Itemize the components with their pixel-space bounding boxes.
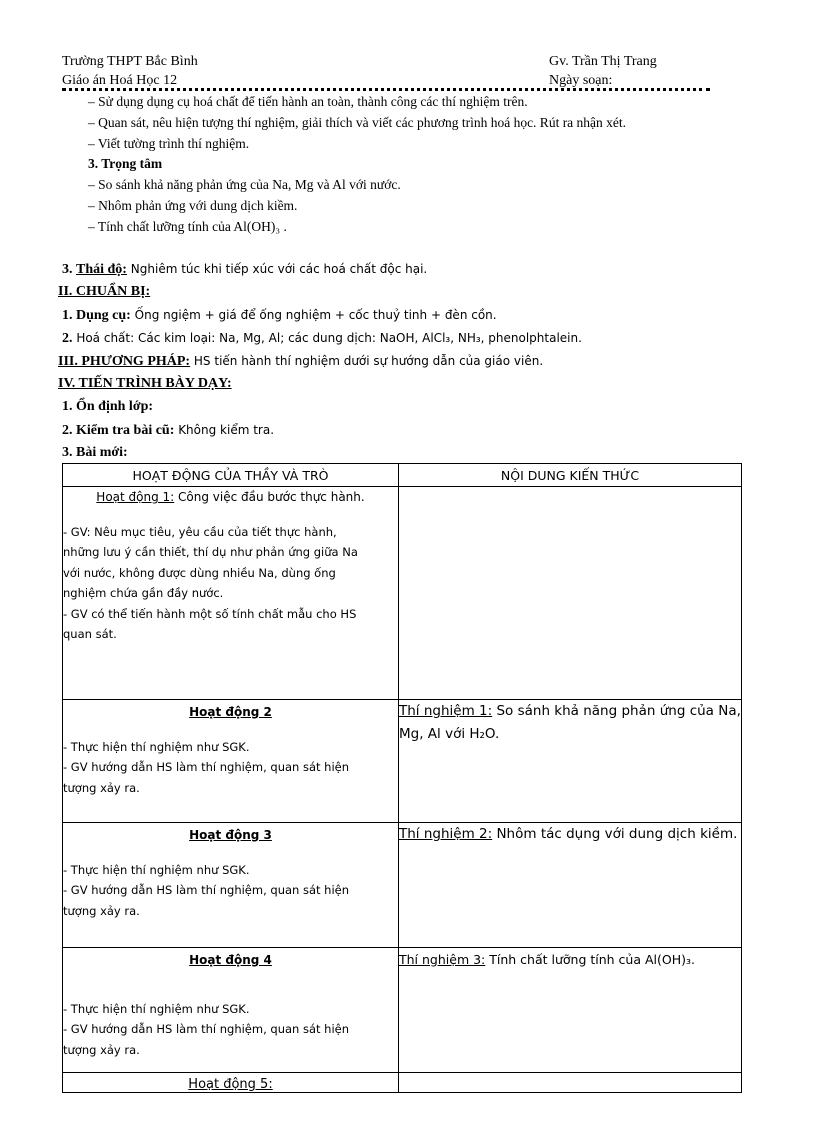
experiment-1-text: So sánh khả năng phản ứng của Na, Mg, Al với H₂O. (399, 703, 741, 742)
attitude-label: Thái độ: (76, 262, 127, 277)
experiment-1-label: Thí nghiệm 1: (399, 703, 493, 719)
process-step2 (62, 423, 274, 439)
content-1-cell (399, 487, 742, 700)
col-header-activities: HOẠT ĐỘNG CỦA THẦY VÀ TRÒ (63, 464, 399, 487)
prep-chem-label: 2. (62, 331, 73, 346)
activity-2-cell (63, 700, 399, 823)
activity-5-cell (63, 1073, 399, 1093)
prep-tools-label: 1. Dụng cụ: (62, 308, 131, 323)
activity-1-cell (63, 487, 399, 700)
focus-item: – Tính chất lưỡng tính của Al(OH)₃ . (88, 219, 287, 234)
process-step1: 1. Ổn định lớp: (62, 399, 154, 414)
activity-3-heading (63, 823, 398, 846)
activity-2-line: tượng xảy ra. (63, 780, 140, 795)
activity-1-line: - GV có thể tiến hành một số tính chất mẫu cho HS (63, 606, 357, 621)
activity-3-cell (63, 823, 399, 948)
experiment-2-cell (399, 823, 742, 948)
focus-title: 3. Trọng tâm (88, 156, 163, 171)
skill-line: – Quan sát, nêu hiện tượng thí nghiệm, giải thích và viết các phương trình hoá học. Rút ra nhận xét. (88, 115, 627, 130)
teacher-name: Gv. Trần Thị Trang (549, 54, 657, 69)
content-5-cell (399, 1073, 742, 1093)
attitude-text: Nghiêm túc khi tiếp xúc với các hoá chất độc hại. (126, 262, 428, 276)
activity-5-title: Hoạt động 5: (188, 1077, 273, 1092)
header-divider (62, 88, 710, 91)
prep-tools-text: Ống ngiệm + giá để ống nghiệm + cốc thuỷ tinh + đèn cồn. (130, 308, 497, 322)
lesson-table (62, 463, 742, 1093)
activity-1-line: - GV: Nêu mục tiêu, yêu cầu của tiết thực hành, (63, 524, 337, 539)
activity-1-line: những lưu ý cần thiết, thí dụ như phản ứng giữa Na (63, 545, 358, 559)
date-label: Ngày soạn: (549, 73, 613, 88)
activity-4-line: - Thực hiện thí nghiệm như SGK. (63, 1001, 250, 1016)
activity-4-line: - GV hướng dẫn HS làm thí nghiệm, quan sát hiện (63, 1022, 350, 1036)
activity-3-line: - Thực hiện thí nghiệm như SGK. (63, 862, 250, 877)
activity-3-title: Hoạt động 3 (189, 828, 272, 842)
experiment-2-label: Thí nghiệm 2: (399, 826, 493, 842)
skill-line: – Viết tường trình thí nghiệm. (88, 136, 250, 151)
activity-1-title-rest: Công việc đầu bước thực hành. (174, 490, 365, 504)
process-step2-label: 2. Kiểm tra bài cũ: (62, 423, 175, 438)
activity-4-title: Hoạt động 4 (189, 953, 272, 967)
prep-chem-text: Hoá chất: Các kim loại: Na, Mg, Al; các dung dịch: NaOH, AlCl₃, NH₃, phenolphtalein. (72, 331, 582, 345)
experiment-2-text: Nhôm tác dụng với dung dịch kiềm. (492, 826, 738, 842)
experiment-3-text: Tính chất lưỡng tính của Al(OH)₃. (485, 952, 695, 967)
activity-2-line: - GV hướng dẫn HS làm thí nghiệm, quan sát hiện (63, 760, 350, 774)
experiment-1-cell (399, 700, 742, 823)
activity-1-line: nghiệm chứa gần đầy nước. (63, 586, 224, 600)
experiment-3-cell (399, 948, 742, 1073)
process-title: IV. TIẾN TRÌNH BÀY DẠY: (58, 376, 232, 391)
school-name: Trường THPT Bắc Bình (62, 54, 198, 69)
process-step3: 3. Bài mới: (62, 445, 128, 460)
activity-2-heading (63, 700, 398, 723)
activity-3-line: tượng xảy ra. (63, 903, 140, 918)
activity-2-line: - Thực hiện thí nghiệm như SGK. (63, 739, 250, 754)
attitude-line (62, 262, 427, 278)
activity-4-line: tượng xảy ra. (63, 1042, 140, 1057)
method-line (58, 354, 543, 370)
attitude-num: 3. (62, 262, 73, 277)
prep-chem (62, 331, 582, 347)
subject-title: Giáo án Hoá Học 12 (62, 73, 178, 88)
focus-item: – Nhôm phản ứng với dung dịch kiềm. (88, 198, 298, 213)
activity-4-cell (63, 948, 399, 1073)
method-label: III. PHƯƠNG PHÁP: (58, 354, 191, 369)
experiment-3-label: Thí nghiệm 3: (399, 952, 486, 967)
focus-item: – So sánh khả năng phản ứng của Na, Mg và Al với nước. (88, 177, 401, 192)
prep-title: II. CHUẨN BỊ: (58, 284, 151, 299)
activity-1-heading (63, 487, 398, 508)
activity-4-heading (63, 948, 398, 971)
activity-1-line: với nước, không được dùng nhiều Na, dùng ống (63, 565, 336, 580)
activity-1-title: Hoạt động 1: (96, 490, 175, 504)
prep-tools (62, 308, 497, 324)
method-text: HS tiến hành thí nghiệm dưới sự hướng dẫn của giáo viên. (190, 354, 544, 368)
activity-1-line: quan sát. (63, 627, 117, 641)
skill-line: – Sử dụng dụng cụ hoá chất để tiến hành an toàn, thành công các thí nghiệm trên. (88, 94, 528, 109)
col-header-content: NỘI DUNG KIẾN THỨC (399, 464, 742, 487)
process-step2-text: Không kiểm tra. (174, 423, 275, 437)
activity-3-line: - GV hướng dẫn HS làm thí nghiệm, quan sát hiện (63, 883, 350, 897)
activity-2-title: Hoạt động 2 (189, 705, 272, 719)
